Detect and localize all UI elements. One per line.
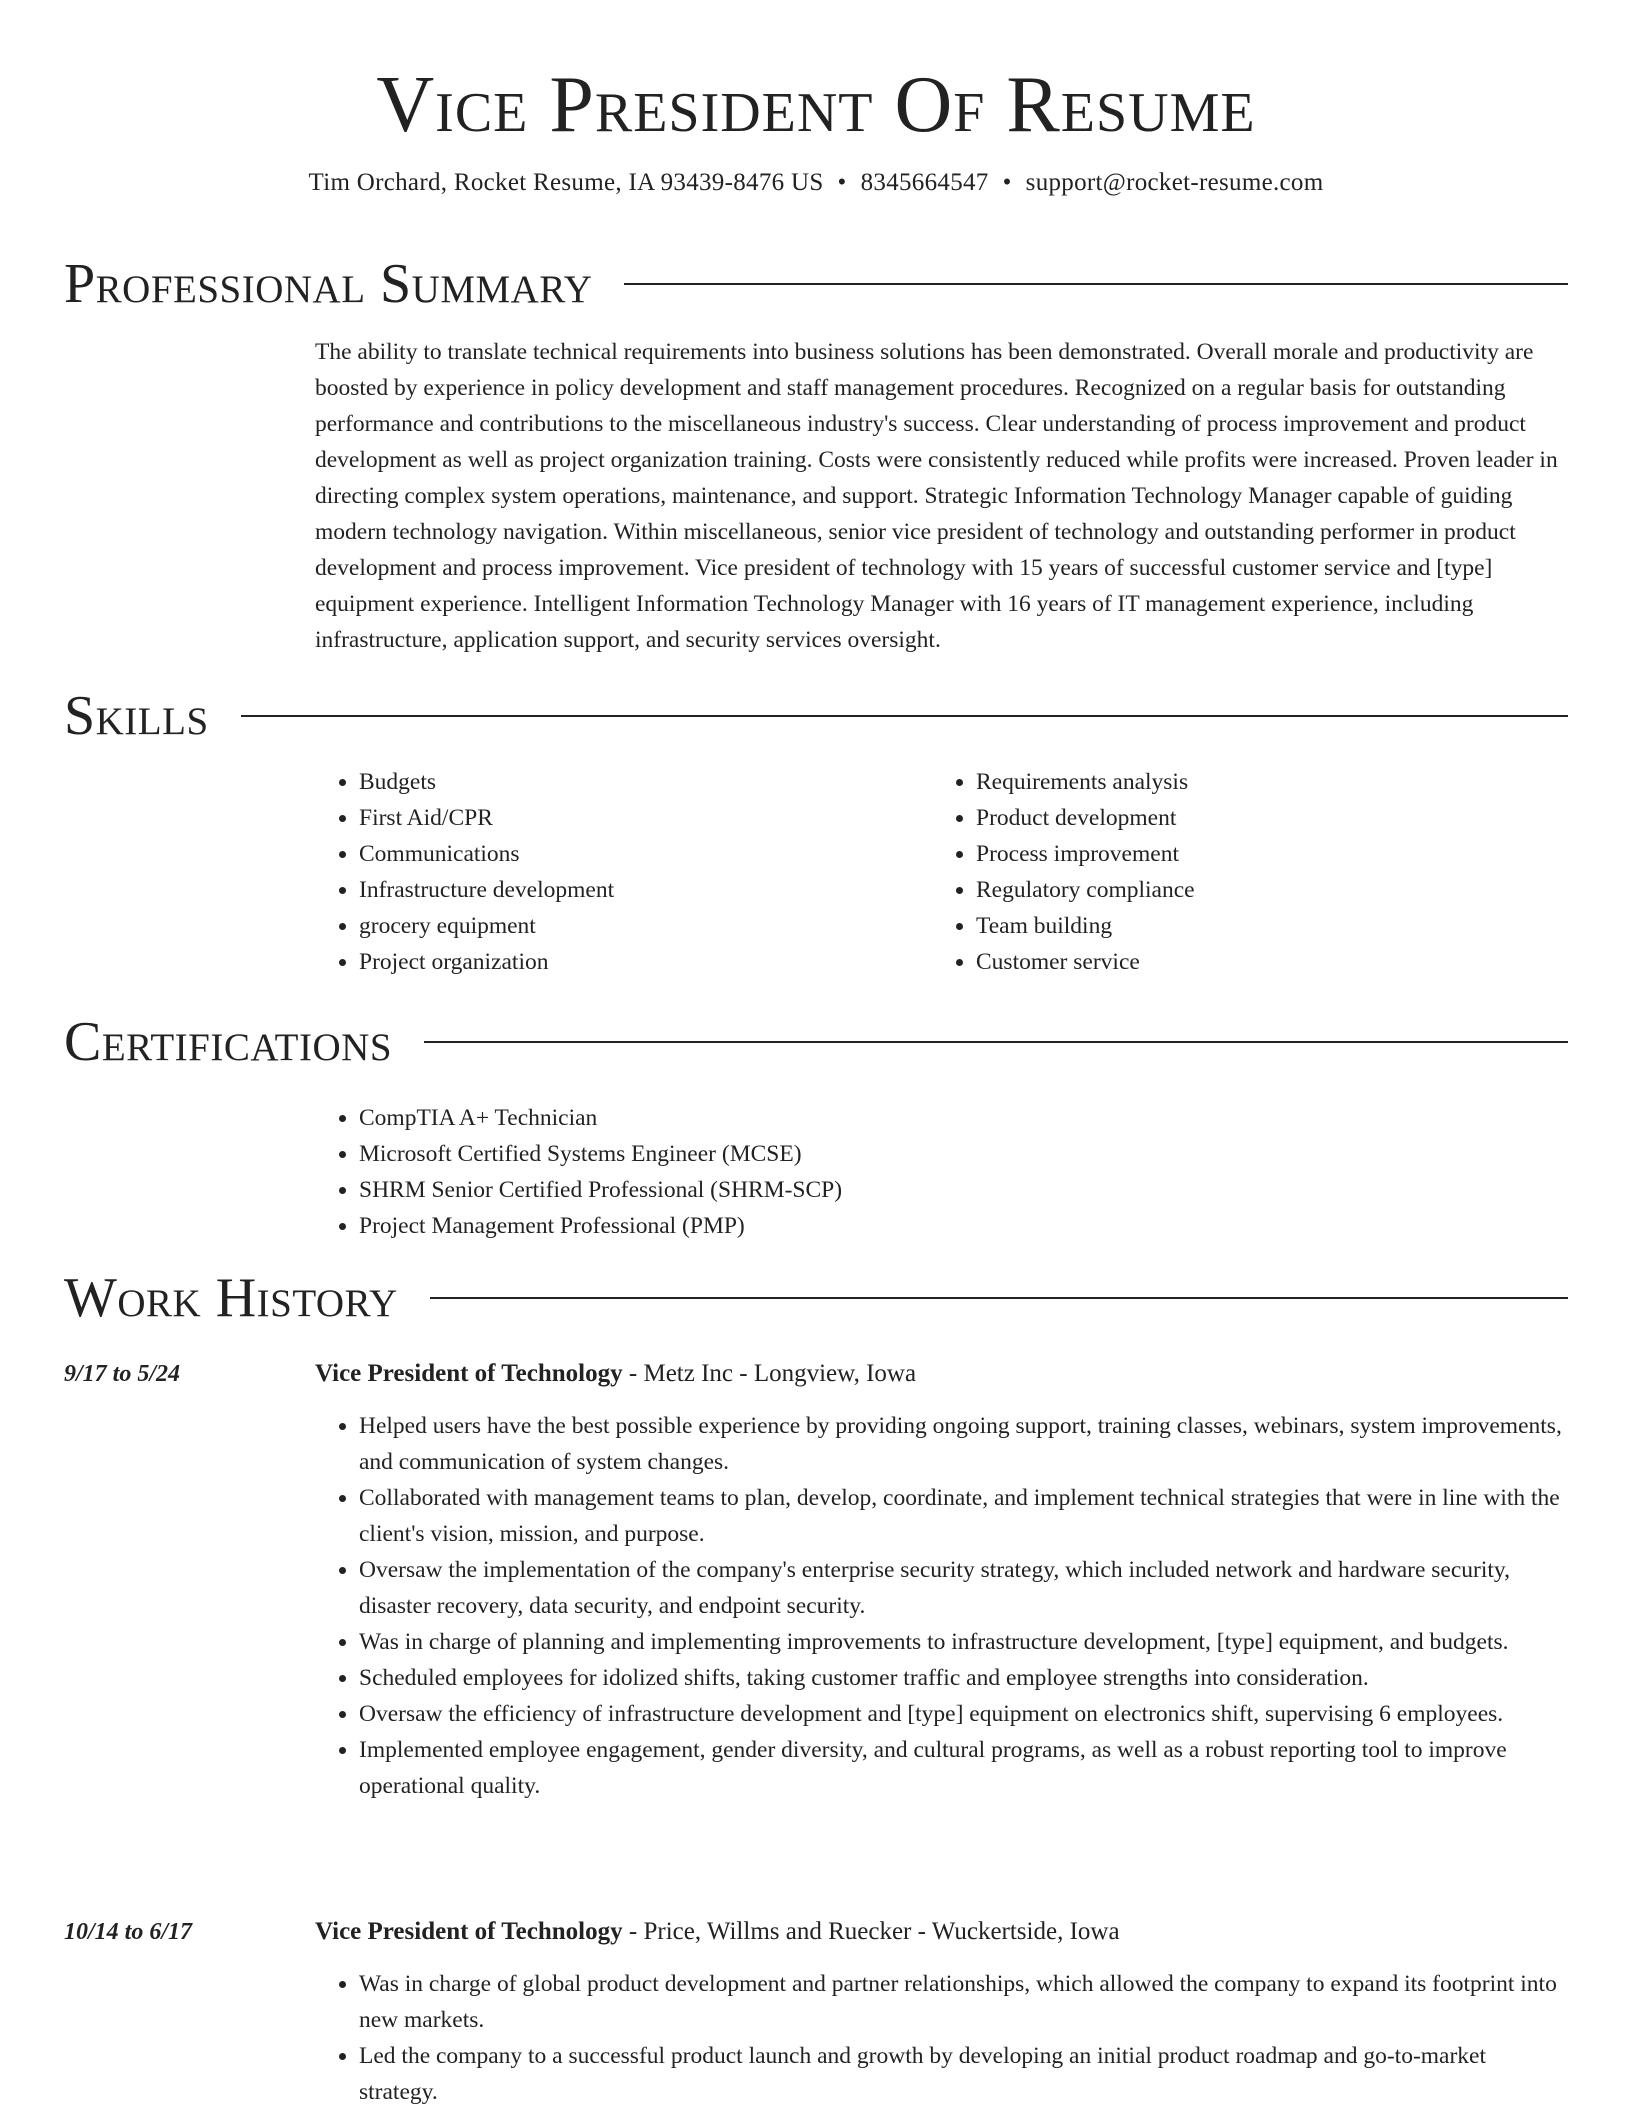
contact-address: Tim Orchard, Rocket Resume, IA 93439-8476 US: [308, 169, 824, 196]
summary-text: The ability to translate technical requirements into business solutions has been demonstrated. Overall morale and productivity are boosted by experience in policy development and staff management procedures. Recognized on a regular basis for outstanding performance and contributions to the miscellaneous industry's success. Clear understanding of process improvement and product development as well as project organization training. Costs were consistently reduced while profits were increased. Proven leader in directing complex system operations, maintenance, and support. Strategic Information Technology Manager capable of guiding modern technology navigation. Within miscellaneous, senior vice president of technology and outstanding performer in product development and process improvement. Vice president of technology with 15 years of successful customer service and [type] equipment experience. Intelligent Information Technology Manager with 16 years of IT management experience, including infrastructure, application support, and security services oversight.: [315, 339, 1558, 653]
section-header-certifications: [64, 1012, 1568, 1072]
section-header-summary: [64, 254, 1568, 314]
job-bullet: • Was in charge of global product development and partner relationships, which allowed the company to expand its footprint into new markets.: [359, 1966, 1568, 2038]
skill-item: • Team building: [976, 908, 1568, 944]
job-dates: 9/17 to 5/24: [64, 1361, 181, 1387]
contact-phone: 8345664547: [860, 169, 989, 196]
section-divider: [624, 283, 1568, 285]
skill-item: • First Aid/CPR: [359, 800, 932, 836]
certification-item: • Project Management Professional (PMP): [359, 1208, 1568, 1244]
job-bullet: • Helped users have the best possible experience by providing ongoing support, training classes, webinars, system improvements, and communication of system changes.: [359, 1408, 1568, 1480]
skill-item: • grocery equipment: [359, 908, 932, 944]
section-title-skills: Skills: [64, 685, 209, 747]
contact-line: [64, 168, 1568, 198]
skills-list: [315, 764, 1568, 980]
section-divider: [424, 1041, 1568, 1043]
job-bullet: • Led the company to a successful product launch and growth by developing an initial product roadmap and go-to-market strategy.: [359, 2038, 1568, 2110]
resume-page: [64, 0, 1568, 2105]
job-bullet: • Collaborated with management teams to plan, develop, coordinate, and implement technical strategies that were in line with the client's vision, mission, and purpose.: [359, 1480, 1568, 1552]
skills-column-right: [932, 764, 1568, 980]
section-header-work-history: [64, 1268, 1568, 1328]
resume-name: Vice President Of Resume: [376, 61, 1256, 149]
certification-item: • Microsoft Certified Systems Engineer (MCSE): [359, 1136, 1568, 1172]
skill-item: • Budgets: [359, 764, 932, 800]
contact-email[interactable]: support@rocket-resume.com: [1025, 169, 1324, 196]
skill-item: • Project organization: [359, 944, 932, 980]
job-title: Vice President of Technology: [315, 1360, 623, 1387]
skill-item: • Process improvement: [976, 836, 1568, 872]
job-bullets: [315, 1966, 1568, 2110]
section-divider: [430, 1297, 1568, 1299]
job-title: Vice President of Technology: [315, 1918, 623, 1945]
section-header-skills: [64, 686, 1568, 746]
section-title-work-history: Work History: [64, 1267, 398, 1329]
skill-item: • Customer service: [976, 944, 1568, 980]
contact-separator: •: [1002, 169, 1012, 196]
certification-item: • SHRM Senior Certified Professional (SHRM-SCP): [359, 1172, 1568, 1208]
certifications-list: [315, 1100, 1568, 1244]
skill-item: • Infrastructure development: [359, 872, 932, 908]
job-title-line: [315, 1356, 1568, 1392]
skill-item: • Communications: [359, 836, 932, 872]
job-bullet: • Oversaw the efficiency of infrastructure development and [type] equipment on electronics shift, supervising 6 employees.: [359, 1696, 1568, 1732]
job-bullets: [315, 1408, 1568, 1804]
section-title-summary: Professional Summary: [64, 253, 593, 315]
job-bullet: • Implemented employee engagement, gender diversity, and cultural programs, as well as a robust reporting tool to improve operational quality.: [359, 1732, 1568, 1804]
skill-item: • Product development: [976, 800, 1568, 836]
skill-item: • Regulatory compliance: [976, 872, 1568, 908]
skill-item: • Requirements analysis: [976, 764, 1568, 800]
contact-separator: •: [837, 169, 847, 196]
job-company: - Metz Inc - Longview, Iowa: [622, 1360, 917, 1387]
section-divider: [241, 715, 1568, 717]
section-title-certifications: Certifications: [64, 1011, 393, 1073]
job-bullet: • Oversaw the implementation of the company's enterprise security strategy, which included network and hardware security, disaster recovery, data security, and endpoint security.: [359, 1552, 1568, 1624]
job-dates: 10/14 to 6/17: [64, 1919, 193, 1945]
job-title-line: [315, 1914, 1568, 1950]
certification-item: • CompTIA A+ Technician: [359, 1100, 1568, 1136]
job-company: - Price, Willms and Ruecker - Wuckertside, Iowa: [622, 1918, 1120, 1945]
job-bullet: • Scheduled employees for idolized shifts, taking customer traffic and employee strengths into consideration.: [359, 1660, 1568, 1696]
job-bullet: • Was in charge of planning and implementing improvements to infrastructure development, [type] equipment, and budgets.: [359, 1624, 1568, 1660]
skills-column-left: [315, 764, 932, 980]
